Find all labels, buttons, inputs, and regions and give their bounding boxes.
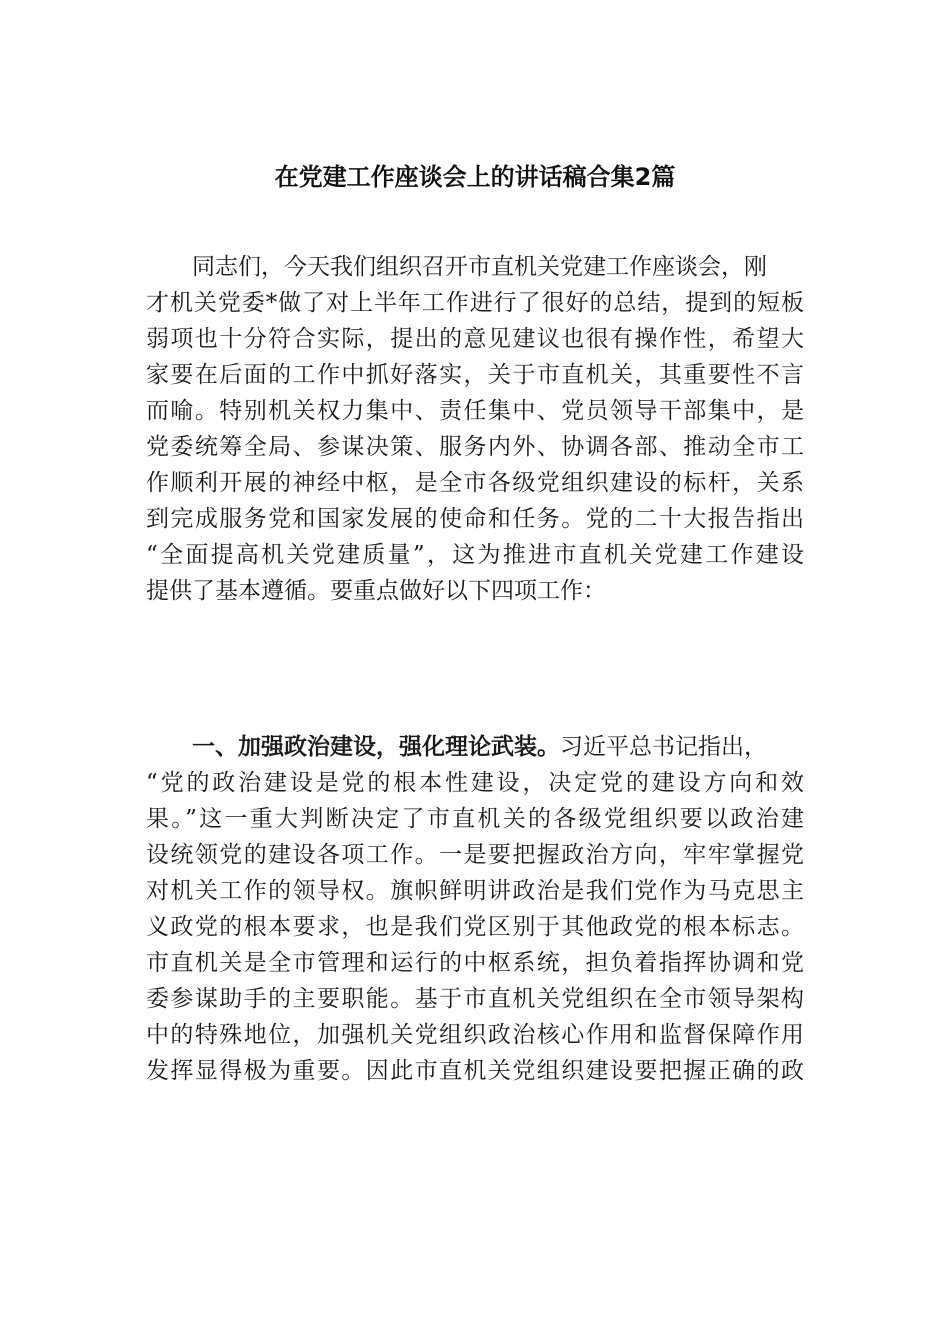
paragraph-line: 而喻。特别机关权力集中、责任集中、党员领导干部集中，是	[146, 398, 804, 424]
paragraph-line: 提供了基本遵循。要重点做好以下四项工作：	[146, 578, 606, 604]
paragraph-line: 果。”这一重大判断决定了市直机关的各级党组织要以政治建	[146, 806, 804, 832]
paragraph-line: 设统领党的建设各项工作。一是要把握政治方向，牢牢掌握党	[146, 842, 804, 868]
section-heading-rest: 习近平总书记指出，	[560, 734, 767, 760]
paragraph-line: 中的特殊地位，加强机关党组织政治核心作用和监督保障作用	[146, 1022, 804, 1048]
paragraph-line: 才机关党委*做了对上半年工作进行了很好的总结，提到的短板	[146, 290, 804, 316]
paragraph-line: “全面提高机关党建质量”，这为推进市直机关党建工作建设	[146, 542, 804, 568]
paragraph-line: 对机关工作的领导权。旗帜鲜明讲政治是我们党作为马克思主	[146, 878, 804, 904]
paragraph-line: 发挥显得极为重要。因此市直机关党组织建设要把握正确的政	[146, 1058, 804, 1084]
paragraph-line: 作顺利开展的神经中枢，是全市各级党组织建设的标杆，关系	[146, 470, 804, 496]
paragraph-line: 义政党的根本要求，也是我们党区别于其他政党的根本标志。	[146, 914, 804, 940]
paragraph-line: 同志们，今天我们组织召开市直机关党建工作座谈会，刚	[192, 254, 767, 280]
section-heading-line	[192, 729, 804, 765]
paragraph-line: 委参谋助手的主要职能。基于市直机关党组织在全市领导架构	[146, 986, 804, 1012]
section-heading: 一、加强政治建设，强化理论武装。	[192, 734, 560, 760]
paragraph-line: “党的政治建设是党的根本性建设，决定党的建设方向和效	[146, 770, 804, 796]
document-title: 在党建工作座谈会上的讲话稿合集2篇	[274, 163, 676, 191]
paragraph-line: 市直机关是全市管理和运行的中枢系统，担负着指挥协调和党	[146, 950, 804, 976]
paragraph-line: 家要在后面的工作中抓好落实，关于市直机关，其重要性不言	[146, 362, 804, 388]
paragraph-line: 到完成服务党和国家发展的使命和任务。党的二十大报告指出	[146, 506, 804, 532]
paragraph-line: 弱项也十分符合实际，提出的意见建议也很有操作性，希望大	[146, 326, 804, 352]
paragraph-line: 党委统筹全局、参谋决策、服务内外、协调各部、推动全市工	[146, 434, 804, 460]
